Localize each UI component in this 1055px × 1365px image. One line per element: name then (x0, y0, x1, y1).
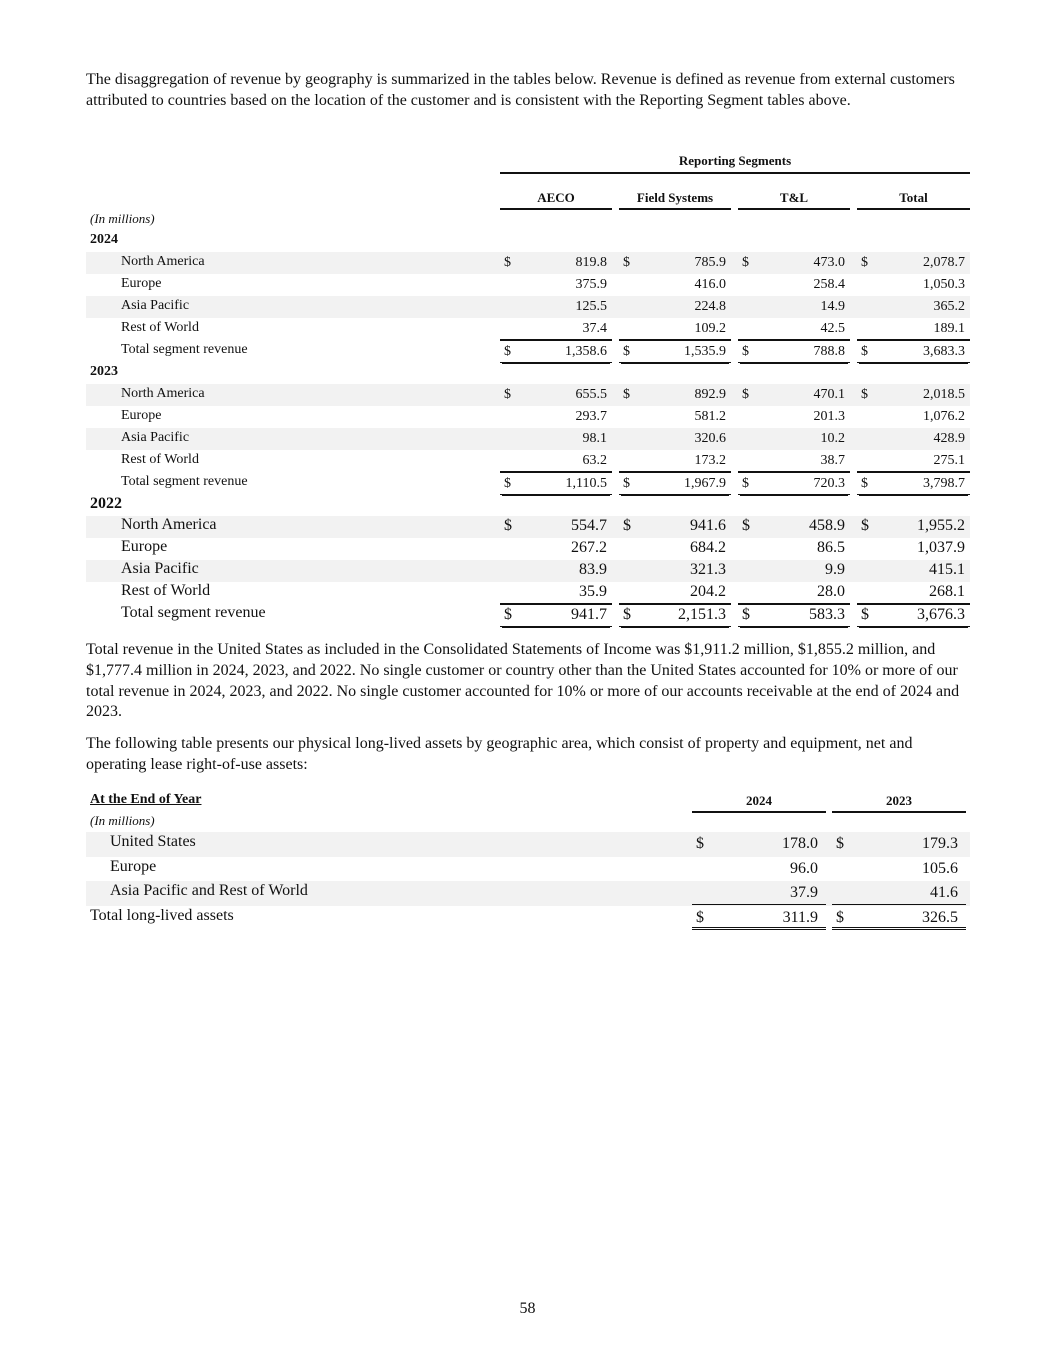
value-cell (500, 428, 612, 449)
us-revenue-paragraph: Total revenue in the United States as included in the Consolidated Statements of Income was $1,911.2 million, $1,855.2 million, and $1,777.4 million in 2024, 2023, and 2022. No single customer or country other than the United States accounted for 10% or more of our total revenue in 2024, 2023, and 2022. No single customer accounted for 10% or more of our accounts receivable at the end of 2024 and 2023. (86, 641, 960, 721)
value-cell (619, 472, 731, 495)
dollar-sign: $ (742, 517, 750, 534)
dollar-sign: $ (504, 606, 512, 623)
value-cell (619, 274, 731, 295)
value: 2,018.5 (923, 387, 965, 402)
row-label: Asia Pacific (121, 430, 190, 445)
value: 320.6 (694, 431, 726, 446)
dollar-sign: $ (504, 517, 512, 534)
value: 321.3 (690, 561, 726, 578)
value: 173.2 (694, 453, 726, 468)
dollar-sign: $ (861, 255, 868, 270)
dollar-sign: $ (742, 476, 749, 491)
value: 38.7 (820, 453, 845, 468)
value: 258.4 (813, 277, 845, 292)
value-cell (619, 318, 731, 340)
value: 35.9 (579, 583, 607, 600)
value-cell (738, 582, 850, 604)
reporting-segments-header: Reporting Segments (678, 153, 792, 168)
table-row (86, 428, 970, 450)
row-label: Total segment revenue (121, 474, 248, 489)
value-cell (500, 604, 612, 627)
value-cell (500, 340, 612, 363)
value: 3,798.7 (923, 476, 965, 491)
dollar-sign: $ (504, 387, 511, 402)
value: 109.2 (694, 321, 726, 336)
dollar-sign: $ (742, 344, 749, 359)
value: 37.9 (790, 884, 818, 901)
value-cell (500, 560, 612, 581)
value: 204.2 (690, 583, 726, 600)
value: 224.8 (694, 299, 726, 314)
value: 554.7 (571, 517, 607, 534)
value: 14.9 (820, 299, 845, 314)
assets-header-label: At the End of Year (90, 792, 202, 807)
value: 63.2 (582, 453, 607, 468)
value: 788.8 (813, 344, 845, 359)
row-label: Asia Pacific (121, 560, 199, 577)
value: 415.1 (929, 561, 965, 578)
value-cell (738, 340, 850, 363)
assets-intro-paragraph: The following table presents our physical long-lived assets by geographic area, which consist of property and equipment, net and operating lease right-of-use assets: (86, 735, 913, 773)
total-row (86, 604, 970, 626)
value-cell (500, 296, 612, 317)
value-cell (832, 832, 966, 855)
value: 125.5 (575, 299, 607, 314)
value: 86.5 (817, 539, 845, 556)
value: 1,110.5 (565, 476, 607, 491)
value-cell (500, 582, 612, 604)
value: 785.9 (694, 255, 726, 270)
value: 416.0 (694, 277, 726, 292)
value-cell (500, 450, 612, 472)
value-cell (500, 406, 612, 427)
dollar-sign: $ (623, 606, 631, 623)
value-cell (857, 428, 970, 449)
value: 1,358.6 (565, 344, 607, 359)
year-label: 2023 (90, 364, 118, 379)
assets-rows (86, 832, 970, 930)
row-label: Asia Pacific and Rest of World (110, 882, 308, 899)
row-label: Total long-lived assets (90, 906, 234, 924)
value: 941.7 (571, 606, 607, 623)
table-row (86, 450, 970, 472)
value: 684.2 (690, 539, 726, 556)
value-cell (738, 472, 850, 495)
value-cell (500, 274, 612, 295)
value-cell (738, 296, 850, 317)
value: 2,151.3 (678, 606, 726, 623)
value: 42.5 (820, 321, 845, 336)
table-row (86, 516, 970, 538)
row-label: North America (121, 254, 205, 269)
row-label: Rest of World (121, 452, 199, 467)
value-cell (619, 582, 731, 604)
table-row (86, 560, 970, 582)
value-cell (619, 406, 731, 427)
dollar-sign: $ (742, 606, 750, 623)
value: 267.2 (571, 539, 607, 556)
value: 105.6 (922, 859, 958, 877)
table-row (86, 384, 970, 406)
value-cell (857, 560, 970, 581)
value: 892.9 (694, 387, 726, 402)
value-cell (619, 384, 731, 405)
value-cell (619, 296, 731, 317)
intro-paragraph: The disaggregation of revenue by geography is summarized in the tables below. Revenue is defined as revenue from external customers attributed to countries based on the location of the customer and is consistent with the Reporting Segment tables above. (86, 71, 955, 109)
row-label: Rest of World (121, 320, 199, 335)
value-cell (857, 340, 970, 363)
value-cell (857, 450, 970, 472)
value-cell (857, 582, 970, 604)
value-cell (857, 318, 970, 340)
value-cell (832, 881, 966, 905)
page-number: 58 (519, 1300, 536, 1317)
row-label: Total segment revenue (121, 604, 266, 621)
total-row (86, 340, 970, 362)
value: 470.1 (813, 387, 845, 402)
value-cell (857, 538, 970, 559)
row-label: Europe (121, 538, 168, 555)
row-label: Europe (121, 276, 162, 291)
dollar-sign: $ (623, 344, 630, 359)
header-rule (500, 172, 970, 174)
value-cell (738, 428, 850, 449)
dollar-sign: $ (861, 517, 869, 534)
value: 655.5 (575, 387, 607, 402)
table-row (86, 252, 970, 274)
value-cell (738, 384, 850, 405)
assets-units-label: (In millions) (90, 813, 155, 828)
row-label: Total segment revenue (121, 342, 248, 357)
value-cell (738, 604, 850, 627)
value-cell (619, 450, 731, 472)
total-row (86, 472, 970, 494)
dollar-sign: $ (696, 835, 704, 852)
value: 3,676.3 (917, 606, 965, 623)
value: 201.3 (813, 409, 845, 424)
value-cell (692, 906, 826, 930)
value-cell (500, 318, 612, 340)
table-row (86, 857, 970, 882)
value-cell (619, 516, 731, 537)
table-row (86, 296, 970, 318)
table-row (86, 832, 970, 857)
row-label: Rest of World (121, 582, 211, 599)
value: 83.9 (579, 561, 607, 578)
value-cell (619, 538, 731, 559)
value: 1,967.9 (684, 476, 726, 491)
value: 10.2 (820, 431, 845, 446)
dollar-sign: $ (696, 908, 704, 926)
value-cell (738, 406, 850, 427)
value-cell (738, 318, 850, 340)
value-cell (832, 906, 966, 930)
value: 178.0 (782, 835, 818, 852)
row-label: North America (121, 516, 217, 533)
value-cell (738, 560, 850, 581)
value: 275.1 (933, 453, 965, 468)
dollar-sign: $ (861, 476, 868, 491)
value-cell (857, 274, 970, 295)
value: 268.1 (929, 583, 965, 600)
value: 1,050.3 (923, 277, 965, 292)
value-cell (738, 538, 850, 559)
column-header-field-systems: Field Systems (619, 189, 731, 210)
dollar-sign: $ (504, 255, 511, 270)
value-cell (738, 274, 850, 295)
value-cell (500, 384, 612, 405)
dollar-sign: $ (623, 255, 630, 270)
row-label: Europe (121, 408, 162, 423)
year-label: 2024 (90, 232, 118, 247)
value-cell (738, 516, 850, 537)
column-header-aeco: AECO (500, 189, 612, 210)
row-label: Asia Pacific (121, 298, 190, 313)
table-row (86, 274, 970, 296)
value: 293.7 (575, 409, 607, 424)
value-cell (692, 857, 826, 880)
value: 1,076.2 (923, 409, 965, 424)
value: 583.3 (809, 606, 845, 623)
year-label: 2022 (90, 495, 122, 512)
dollar-sign: $ (836, 835, 844, 852)
value: 98.1 (582, 431, 607, 446)
value: 37.4 (582, 321, 607, 336)
value-cell (619, 560, 731, 581)
value: 96.0 (790, 859, 818, 877)
value: 3,683.3 (923, 344, 965, 359)
value-cell (619, 604, 731, 627)
table-row (86, 582, 970, 604)
value-cell (692, 881, 826, 905)
year-row-2024 (86, 230, 970, 252)
dollar-sign: $ (623, 476, 630, 491)
value: 1,037.9 (917, 539, 965, 556)
value-cell (692, 832, 826, 855)
value: 428.9 (933, 431, 965, 446)
dollar-sign: $ (836, 908, 844, 926)
value: 9.9 (825, 561, 845, 578)
table-row (86, 318, 970, 340)
column-header-total: Total (857, 189, 970, 210)
value-cell (857, 406, 970, 427)
table-row (86, 406, 970, 428)
value-cell (619, 252, 731, 273)
value-cell (619, 428, 731, 449)
value: 1,955.2 (917, 517, 965, 534)
dollar-sign: $ (861, 344, 868, 359)
value-cell (857, 384, 970, 405)
value: 189.1 (933, 321, 965, 336)
dollar-sign: $ (623, 517, 631, 534)
value-cell (619, 340, 731, 363)
value-cell (857, 252, 970, 273)
value: 1,535.9 (684, 344, 726, 359)
dollar-sign: $ (861, 387, 868, 402)
value: 941.6 (690, 517, 726, 534)
value-cell (857, 604, 970, 627)
value-cell (832, 857, 966, 880)
value-cell (500, 252, 612, 273)
dollar-sign: $ (742, 387, 749, 402)
value: 326.5 (922, 908, 958, 926)
value: 2,078.7 (923, 255, 965, 270)
total-row (86, 906, 970, 931)
row-label: Europe (110, 857, 157, 875)
value-cell (857, 472, 970, 495)
value: 365.2 (933, 299, 965, 314)
year-row-2022 (86, 494, 970, 516)
value: 473.0 (813, 255, 845, 270)
column-header-2023: 2023 (832, 792, 966, 813)
value: 720.3 (813, 476, 845, 491)
dollar-sign: $ (504, 476, 511, 491)
value: 28.0 (817, 583, 845, 600)
value: 375.9 (575, 277, 607, 292)
value-cell (857, 296, 970, 317)
column-header-2024: 2024 (692, 792, 826, 813)
dollar-sign: $ (861, 606, 869, 623)
value: 581.2 (694, 409, 726, 424)
units-label: (In millions) (90, 211, 155, 226)
dollar-sign: $ (623, 387, 630, 402)
row-label: North America (121, 386, 205, 401)
value-cell (500, 538, 612, 559)
value-cell (738, 252, 850, 273)
year-row-2023 (86, 362, 970, 384)
value: 41.6 (930, 884, 958, 901)
table-row (86, 881, 970, 906)
dollar-sign: $ (742, 255, 749, 270)
revenue-rows (86, 230, 970, 626)
dollar-sign: $ (504, 344, 511, 359)
value: 458.9 (809, 517, 845, 534)
value: 311.9 (782, 908, 818, 926)
value: 179.3 (922, 835, 958, 852)
row-label: United States (110, 833, 196, 850)
table-row (86, 538, 970, 560)
value-cell (500, 472, 612, 495)
value-cell (738, 450, 850, 472)
value-cell (500, 516, 612, 537)
value-cell (857, 516, 970, 537)
value: 819.8 (575, 255, 607, 270)
column-header-tl: T&L (738, 189, 850, 210)
